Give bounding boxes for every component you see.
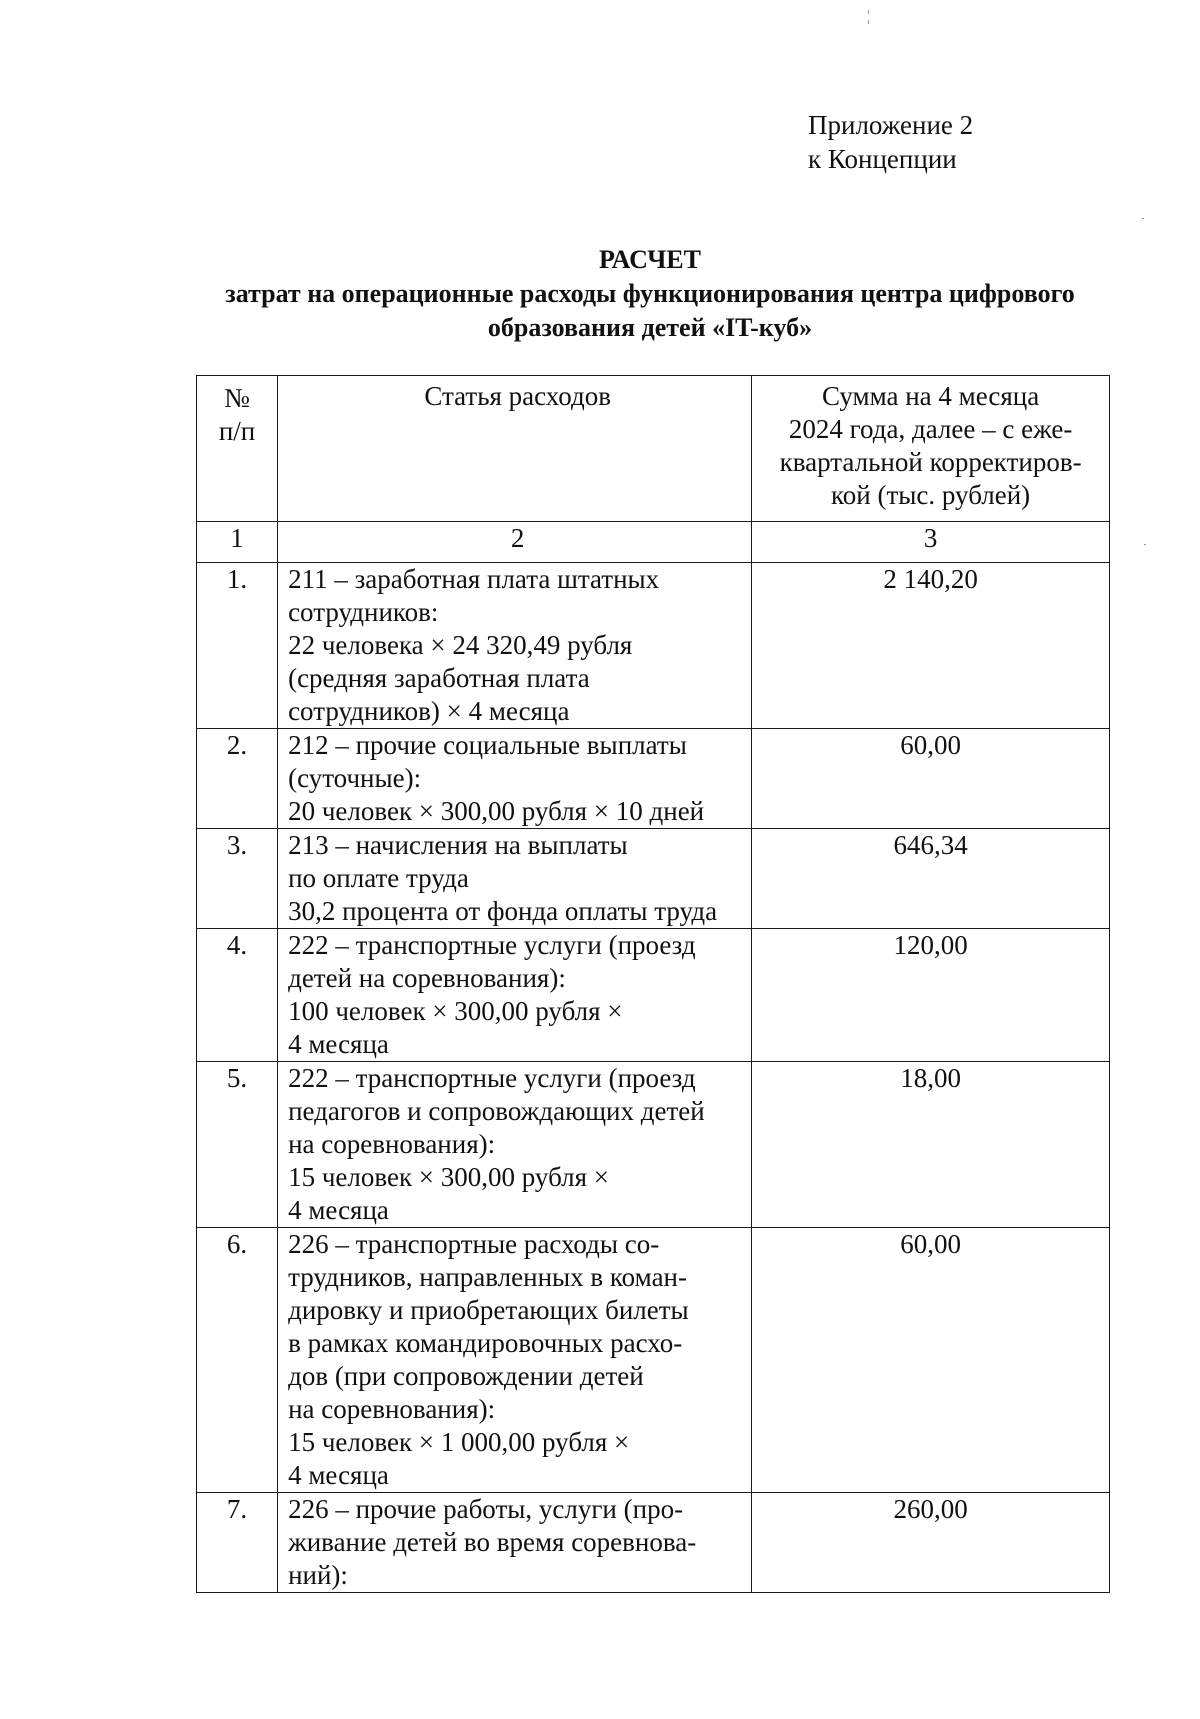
row-number: 5. [197, 1062, 278, 1228]
row-amount: 260,00 [752, 1493, 1110, 1593]
table-row [197, 829, 1110, 929]
row-expense-item: 222 – транспортные услуги (проезд педагогов и сопровождающих детей на соревнования): 15 человек × 300,00 рубля × 4 месяца [278, 1062, 752, 1228]
appendix-target: к Концепции [808, 144, 957, 174]
scan-speck [868, 10, 869, 14]
row-amount: 2 140,20 [752, 563, 1110, 729]
header-number: № п/п [197, 376, 278, 522]
table-row [197, 1228, 1110, 1493]
row-expense-item: 222 – транспортные услуги (проезд детей на соревнования): 100 человек × 300,00 рубля × 4 месяца [278, 929, 752, 1062]
row-amount: 60,00 [752, 1228, 1110, 1493]
title-main: РАСЧЕТ [599, 245, 701, 274]
scan-speck [1142, 218, 1144, 219]
row-expense-item: 226 – прочие работы, услуги (про- живание детей во время соревнова- ний): [278, 1493, 752, 1593]
appendix-number: Приложение 2 [808, 110, 974, 140]
table-row [197, 563, 1110, 729]
row-amount: 60,00 [752, 729, 1110, 829]
cost-table [196, 375, 1110, 1593]
scan-speck [1144, 544, 1146, 545]
column-number-row [197, 522, 1110, 563]
scan-speck [868, 20, 869, 24]
table-row [197, 1493, 1110, 1593]
table-row [197, 1062, 1110, 1228]
row-number: 3. [197, 829, 278, 929]
document-title [180, 243, 1120, 345]
row-expense-item: 212 – прочие социальные выплаты (суточные): 20 человек × 300,00 рубля × 10 дней [278, 729, 752, 829]
row-number: 6. [197, 1228, 278, 1493]
column-number-1: 1 [197, 522, 278, 563]
row-expense-item: 211 – заработная плата штатных сотрудников: 22 человека × 24 320,49 рубля (средняя заработная плата сотрудников) × 4 месяца [278, 563, 752, 729]
table-header-row [197, 376, 1110, 522]
row-number: 7. [197, 1493, 278, 1593]
header-amount: Сумма на 4 месяца 2024 года, далее – с еже- квартальной корректиров- кой (тыс. рублей) [752, 376, 1110, 522]
row-number: 1. [197, 563, 278, 729]
table-row [197, 729, 1110, 829]
row-expense-item: 226 – транспортные расходы со- трудников, направленных в коман- дировку и приобретающих билеты в рамках командировочных расхо- дов (при сопровождении детей на соревнования): 15 человек × 1 000,00 рубля × 4 месяца [278, 1228, 752, 1493]
appendix-reference [808, 108, 973, 176]
title-subtitle: затрат на операционные расходы функционирования центра цифрового образования детей «IT-куб» [225, 279, 1075, 342]
header-expense-item: Статья расходов [278, 376, 752, 522]
row-amount: 18,00 [752, 1062, 1110, 1228]
table-row [197, 929, 1110, 1062]
column-number-3: 3 [752, 522, 1110, 563]
row-amount: 646,34 [752, 829, 1110, 929]
row-amount: 120,00 [752, 929, 1110, 1062]
row-number: 2. [197, 729, 278, 829]
row-number: 4. [197, 929, 278, 1062]
column-number-2: 2 [278, 522, 752, 563]
row-expense-item: 213 – начисления на выплаты по оплате труда 30,2 процента от фонда оплаты труда [278, 829, 752, 929]
